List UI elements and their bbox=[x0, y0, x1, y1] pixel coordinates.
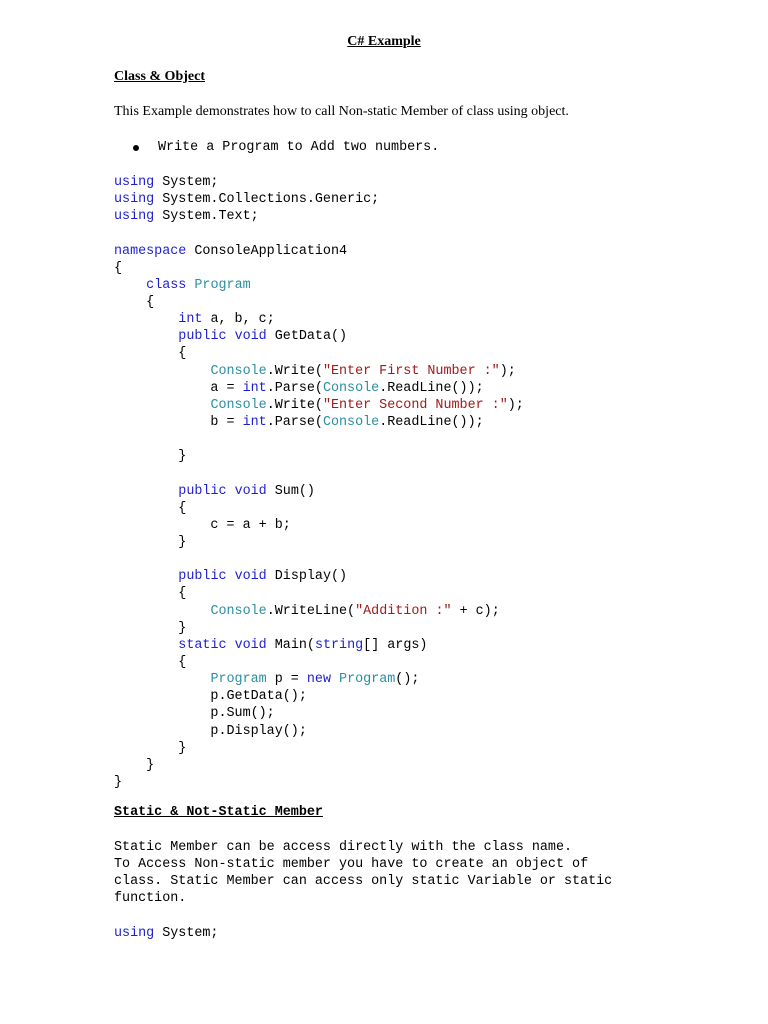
code-token: .WriteLine( bbox=[266, 603, 356, 619]
code-line bbox=[114, 723, 524, 740]
code-line bbox=[114, 568, 524, 585]
code-line bbox=[114, 517, 524, 534]
code-block-using bbox=[114, 925, 218, 942]
code-token: [] args) bbox=[363, 637, 428, 653]
paragraph-line: Static Member can be access directly with the class name. bbox=[114, 840, 573, 855]
code-token: string bbox=[314, 637, 364, 653]
code-token bbox=[331, 672, 339, 687]
code-token: using bbox=[114, 926, 155, 941]
code-line bbox=[114, 431, 524, 448]
code-block-program bbox=[114, 174, 524, 791]
code-line bbox=[114, 380, 524, 397]
code-token: Program bbox=[194, 277, 251, 293]
code-token: Console bbox=[210, 603, 267, 619]
code-token: void bbox=[234, 483, 267, 499]
code-line bbox=[114, 620, 524, 637]
code-line bbox=[114, 328, 524, 345]
code-token: ); bbox=[507, 397, 524, 413]
code-line bbox=[114, 191, 524, 208]
code-line bbox=[114, 414, 524, 431]
code-token bbox=[114, 569, 178, 584]
code-token: .Parse( bbox=[266, 414, 323, 430]
code-line bbox=[114, 774, 524, 791]
code-token: { bbox=[114, 654, 187, 670]
code-token: System.Text; bbox=[154, 209, 259, 225]
code-token: p = bbox=[266, 672, 307, 688]
code-token: using bbox=[114, 192, 155, 208]
code-token: .ReadLine()); bbox=[379, 380, 484, 396]
code-token: + c); bbox=[451, 603, 500, 619]
code-line bbox=[114, 757, 524, 774]
code-token: Main( bbox=[266, 637, 315, 653]
paragraph-line: To Access Non-static member you have to create an object of bbox=[114, 857, 589, 873]
code-token: Program bbox=[339, 672, 396, 688]
code-line bbox=[114, 603, 524, 620]
code-token: void bbox=[234, 637, 267, 653]
code-token: ); bbox=[499, 363, 516, 379]
code-token: System; bbox=[154, 175, 219, 190]
code-line bbox=[114, 925, 218, 942]
code-token: (); bbox=[395, 672, 420, 688]
code-line bbox=[114, 688, 524, 705]
code-line bbox=[114, 637, 524, 654]
code-token: int bbox=[242, 380, 267, 396]
code-line bbox=[114, 585, 524, 602]
code-token bbox=[114, 278, 146, 293]
code-token: { bbox=[114, 586, 187, 602]
section-heading-static-member: Static & Not-Static Member bbox=[114, 805, 323, 820]
code-token bbox=[114, 604, 210, 619]
code-token: p.Display(); bbox=[114, 723, 307, 739]
code-token: Console bbox=[210, 397, 267, 413]
code-token: ConsoleApplication4 bbox=[186, 243, 348, 259]
code-line bbox=[114, 208, 524, 225]
code-line bbox=[114, 740, 524, 757]
code-token: "Enter Second Number :" bbox=[322, 397, 508, 413]
code-token: Program bbox=[210, 672, 267, 688]
intro-paragraph: This Example demonstrates how to call Non-static Member of class using object. bbox=[114, 104, 569, 119]
bullet-icon bbox=[133, 145, 139, 151]
code-token: Console bbox=[322, 414, 380, 430]
code-token: } bbox=[114, 757, 155, 773]
code-line bbox=[114, 551, 524, 568]
code-token: } bbox=[114, 774, 123, 790]
code-token: .Parse( bbox=[266, 380, 323, 396]
code-token: void bbox=[234, 329, 267, 345]
code-line bbox=[114, 363, 524, 380]
code-token: using bbox=[114, 209, 155, 225]
code-token: public bbox=[178, 329, 227, 345]
code-line bbox=[114, 260, 524, 277]
code-line bbox=[114, 671, 524, 688]
code-token: namespace bbox=[114, 243, 187, 259]
static-member-paragraph bbox=[114, 839, 612, 908]
code-token: } bbox=[114, 620, 187, 636]
code-line bbox=[114, 311, 524, 328]
code-token: a = bbox=[114, 380, 243, 396]
code-token: b = bbox=[114, 414, 243, 430]
code-token: "Addition :" bbox=[355, 603, 452, 619]
code-token: .Write( bbox=[266, 397, 323, 413]
code-token bbox=[227, 329, 235, 344]
code-line bbox=[114, 243, 524, 260]
code-token bbox=[114, 329, 178, 344]
code-line bbox=[114, 483, 524, 500]
code-token: System; bbox=[154, 926, 219, 941]
code-line bbox=[114, 705, 524, 722]
code-token: .Write( bbox=[266, 363, 323, 379]
code-token: System.Collections.Generic; bbox=[154, 192, 380, 208]
code-token: c = a + b; bbox=[114, 517, 291, 533]
section-heading-class-object: Class & Object bbox=[114, 69, 205, 84]
code-token: int bbox=[242, 414, 267, 430]
code-token bbox=[114, 672, 210, 687]
code-token: new bbox=[306, 672, 331, 688]
code-line bbox=[114, 534, 524, 551]
code-token: { bbox=[114, 500, 187, 516]
code-token: class bbox=[146, 277, 187, 293]
document-title: C# Example bbox=[347, 34, 421, 49]
code-token: { bbox=[114, 294, 155, 310]
code-line bbox=[114, 225, 524, 242]
code-token: } bbox=[114, 740, 187, 756]
paragraph-line: function. bbox=[114, 891, 187, 907]
code-token bbox=[114, 364, 210, 379]
code-token: public bbox=[178, 569, 227, 585]
code-line bbox=[114, 294, 524, 311]
code-line bbox=[114, 500, 524, 517]
code-token bbox=[227, 638, 235, 653]
code-line bbox=[114, 465, 524, 482]
code-line bbox=[114, 654, 524, 671]
code-token bbox=[114, 638, 178, 653]
code-token: int bbox=[178, 312, 203, 328]
code-line bbox=[114, 397, 524, 414]
code-token: { bbox=[114, 346, 187, 362]
code-token: "Enter First Number :" bbox=[322, 363, 500, 379]
code-line bbox=[114, 174, 524, 191]
code-token: void bbox=[234, 569, 267, 585]
code-token bbox=[227, 569, 235, 584]
code-token: public bbox=[178, 483, 227, 499]
code-line bbox=[114, 448, 524, 465]
code-token: Sum() bbox=[266, 483, 315, 499]
code-token bbox=[114, 312, 178, 327]
code-line bbox=[114, 345, 524, 362]
code-token: } bbox=[114, 449, 187, 465]
code-token: p.Sum(); bbox=[114, 706, 275, 722]
code-token: a, b, c; bbox=[202, 312, 275, 328]
bullet-item: Write a Program to Add two numbers. bbox=[158, 140, 440, 155]
code-token: static bbox=[178, 637, 227, 653]
code-token: Console bbox=[322, 380, 380, 396]
code-token bbox=[114, 398, 210, 413]
code-token bbox=[114, 484, 178, 499]
code-token: Console bbox=[210, 363, 267, 379]
code-token bbox=[227, 484, 235, 499]
code-token: } bbox=[114, 534, 187, 550]
code-token: Display() bbox=[266, 569, 348, 585]
code-token: GetData() bbox=[266, 329, 348, 345]
code-line bbox=[114, 277, 524, 294]
code-token: using bbox=[114, 175, 155, 190]
code-token: p.GetData(); bbox=[114, 689, 307, 705]
code-token: { bbox=[114, 260, 123, 276]
code-token: .ReadLine()); bbox=[379, 414, 484, 430]
paragraph-line: class. Static Member can access only static Variable or static bbox=[114, 874, 613, 890]
